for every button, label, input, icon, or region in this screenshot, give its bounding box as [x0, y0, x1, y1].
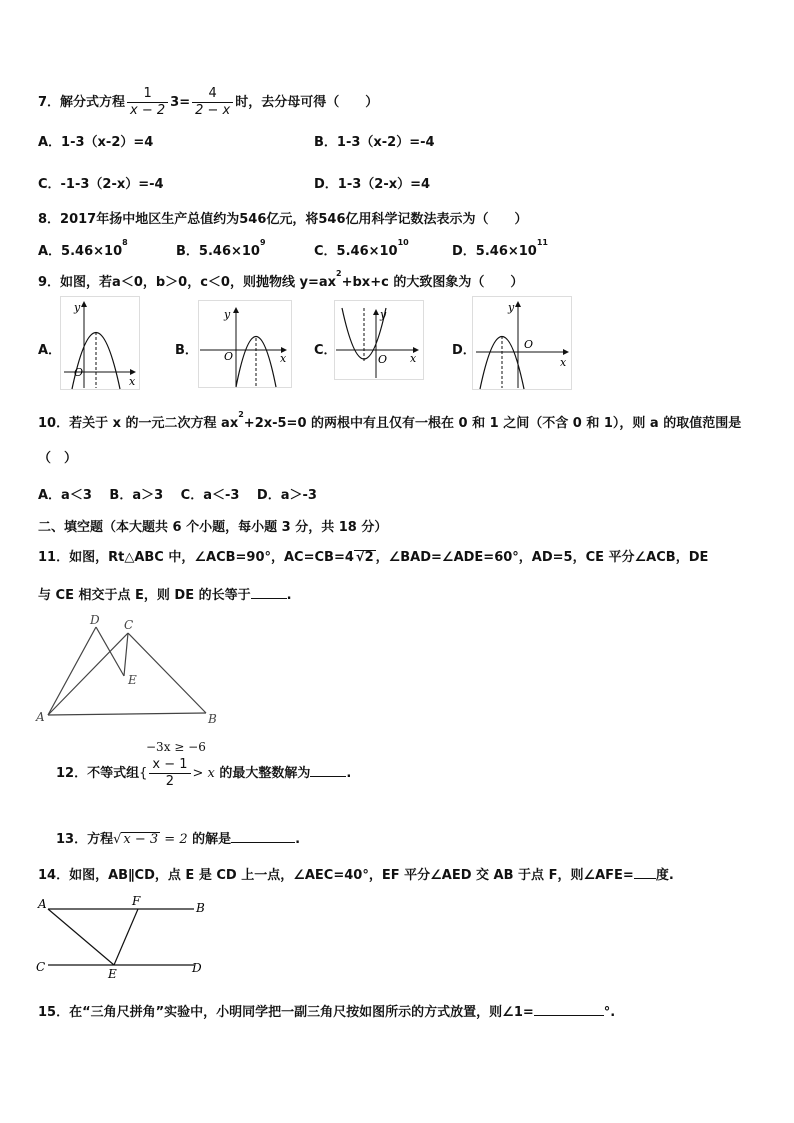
q9c-y-label: y [380, 308, 387, 321]
q11-label-a: A [36, 710, 45, 724]
q7-prefix: 7．解分式方程 [38, 95, 126, 110]
q7-option-d: D．1-3（2-x）=4 [314, 177, 431, 192]
q14-label-b: B [196, 901, 205, 915]
q9c-origin: O [378, 353, 388, 366]
question-15: 15．在“三角尺拼角”实验中，小明同学把一副三角尺按如图所示的方式放置，则∠1= °. [38, 1005, 616, 1020]
q14-answer-blank[interactable] [634, 866, 656, 879]
q9a-x-label: x [129, 375, 136, 388]
question-14: 14．如图，AB∥CD，点 E 是 CD 上一点，∠AEC=40°，EF 平分∠AED 交 AB 于点 F，则∠AFE= 度. [38, 868, 674, 883]
q9a-y-label: y [74, 301, 81, 314]
q9-graph-c [334, 300, 424, 380]
q8-option-c: C．$5.46\times 10^{10}$ [314, 238, 409, 259]
q9b-origin: O [224, 350, 234, 363]
q15-answer-blank[interactable] [534, 1003, 604, 1016]
q7-suffix: 时，去分母可得（ ） [235, 95, 379, 110]
q12-answer-blank[interactable] [310, 764, 346, 777]
question-8: 8．2017年扬中地区生产总值约为546亿元，将546亿用科学记数法表示为（ ） [38, 212, 528, 227]
q9d-origin: O [524, 338, 534, 351]
q8-option-b: B．$5.46\times 10^9$ [176, 238, 266, 259]
q7-fraction-2: $\frac{4}{2 - x}$ [192, 86, 233, 119]
q9a-origin: O [74, 366, 84, 379]
question-10: 10．若关于 x 的一元二次方程 $ax^2+2x-5=0$ 的两根中有且仅有一根在 0 和 1 之间（不含 0 和 1），则 a 的取值范围是 [38, 410, 742, 431]
q8-option-a: A．$5.46\times 10^8$ [38, 238, 128, 259]
q14-label-c: C [36, 960, 46, 974]
q14-label-a: A [38, 897, 47, 911]
q9-option-a: A． [38, 343, 62, 358]
q9d-x-label: x [560, 356, 567, 369]
q12-top-inequality: −3x ≥ −6 [146, 740, 206, 754]
q11-figure [30, 612, 230, 728]
q11-sqrt: √2 [355, 550, 374, 565]
question-7 [38, 86, 378, 119]
q13-radical: x − 3 [123, 832, 159, 847]
question-11-line1: 11．如图，Rt△ABC 中，∠ACB=90°，AC=CB=4 √2 ，∠BAD=∠ADE=60°，AD=5，CE 平分∠ACB，DE [38, 550, 709, 565]
q7-fraction-1: $\frac{1}{x - 2}$ [127, 86, 168, 119]
q11-label-b: B [208, 712, 217, 726]
q10-options: A．a＜3 B．a＞3 C．a＜-3 D．a＞-3 [38, 488, 317, 503]
q9-graph-a [60, 296, 140, 390]
q7-option-a: A．1-3（x-2）=4 [38, 135, 154, 150]
q9c-x-label: x [410, 352, 417, 365]
q7-option-c: C．-1-3（2-x）=-4 [38, 177, 164, 192]
q11-label-e: E [128, 673, 137, 687]
q9b-x-label: x [280, 352, 287, 365]
question-11-line2: 与 CE 相交于点 E，则 DE 的长等于 . [38, 588, 292, 603]
question-12: 12．不等式组{ $\frac{x - 1}{2}$ > x 的最大整数解为 . [56, 757, 352, 789]
q9b-y-label: y [224, 308, 231, 321]
q9-option-c: C． [314, 343, 337, 358]
q8-option-d: D．$5.46\times 10^{11}$ [452, 238, 548, 259]
q7-option-b: B．1-3（x-2）=-4 [314, 135, 435, 150]
q9-graph-d [472, 296, 572, 390]
q12-fraction: $\frac{x - 1}{2}$ [149, 757, 190, 790]
q14-figure [34, 892, 214, 984]
q14-label-f: F [132, 894, 141, 908]
q11-label-d: D [90, 613, 100, 627]
q11-label-c: C [124, 618, 134, 632]
q10-paren: （ ） [38, 451, 78, 466]
section-fill-in-heading: 二、填空题（本大题共 6 个小题，每小题 3 分，共 18 分） [38, 520, 388, 535]
q14-label-e: E [108, 967, 117, 981]
question-13: 13．方程√ x − 3 = 2 的解是 . [56, 832, 301, 847]
q11-answer-blank[interactable] [251, 586, 287, 599]
q9-option-d: D． [452, 343, 476, 358]
question-9: 9．如图，若a＜0，b＞0，c＜0，则抛物线 $y=ax^2+bx+c$ 的大致图象为（ ） [38, 269, 524, 290]
q9-option-b: B． [175, 343, 198, 358]
q13-answer-blank[interactable] [231, 830, 295, 843]
q9-graph-b [198, 300, 292, 388]
q9d-y-label: y [508, 301, 515, 314]
q14-label-d: D [192, 961, 202, 975]
q7-minus: 3= [170, 95, 191, 110]
